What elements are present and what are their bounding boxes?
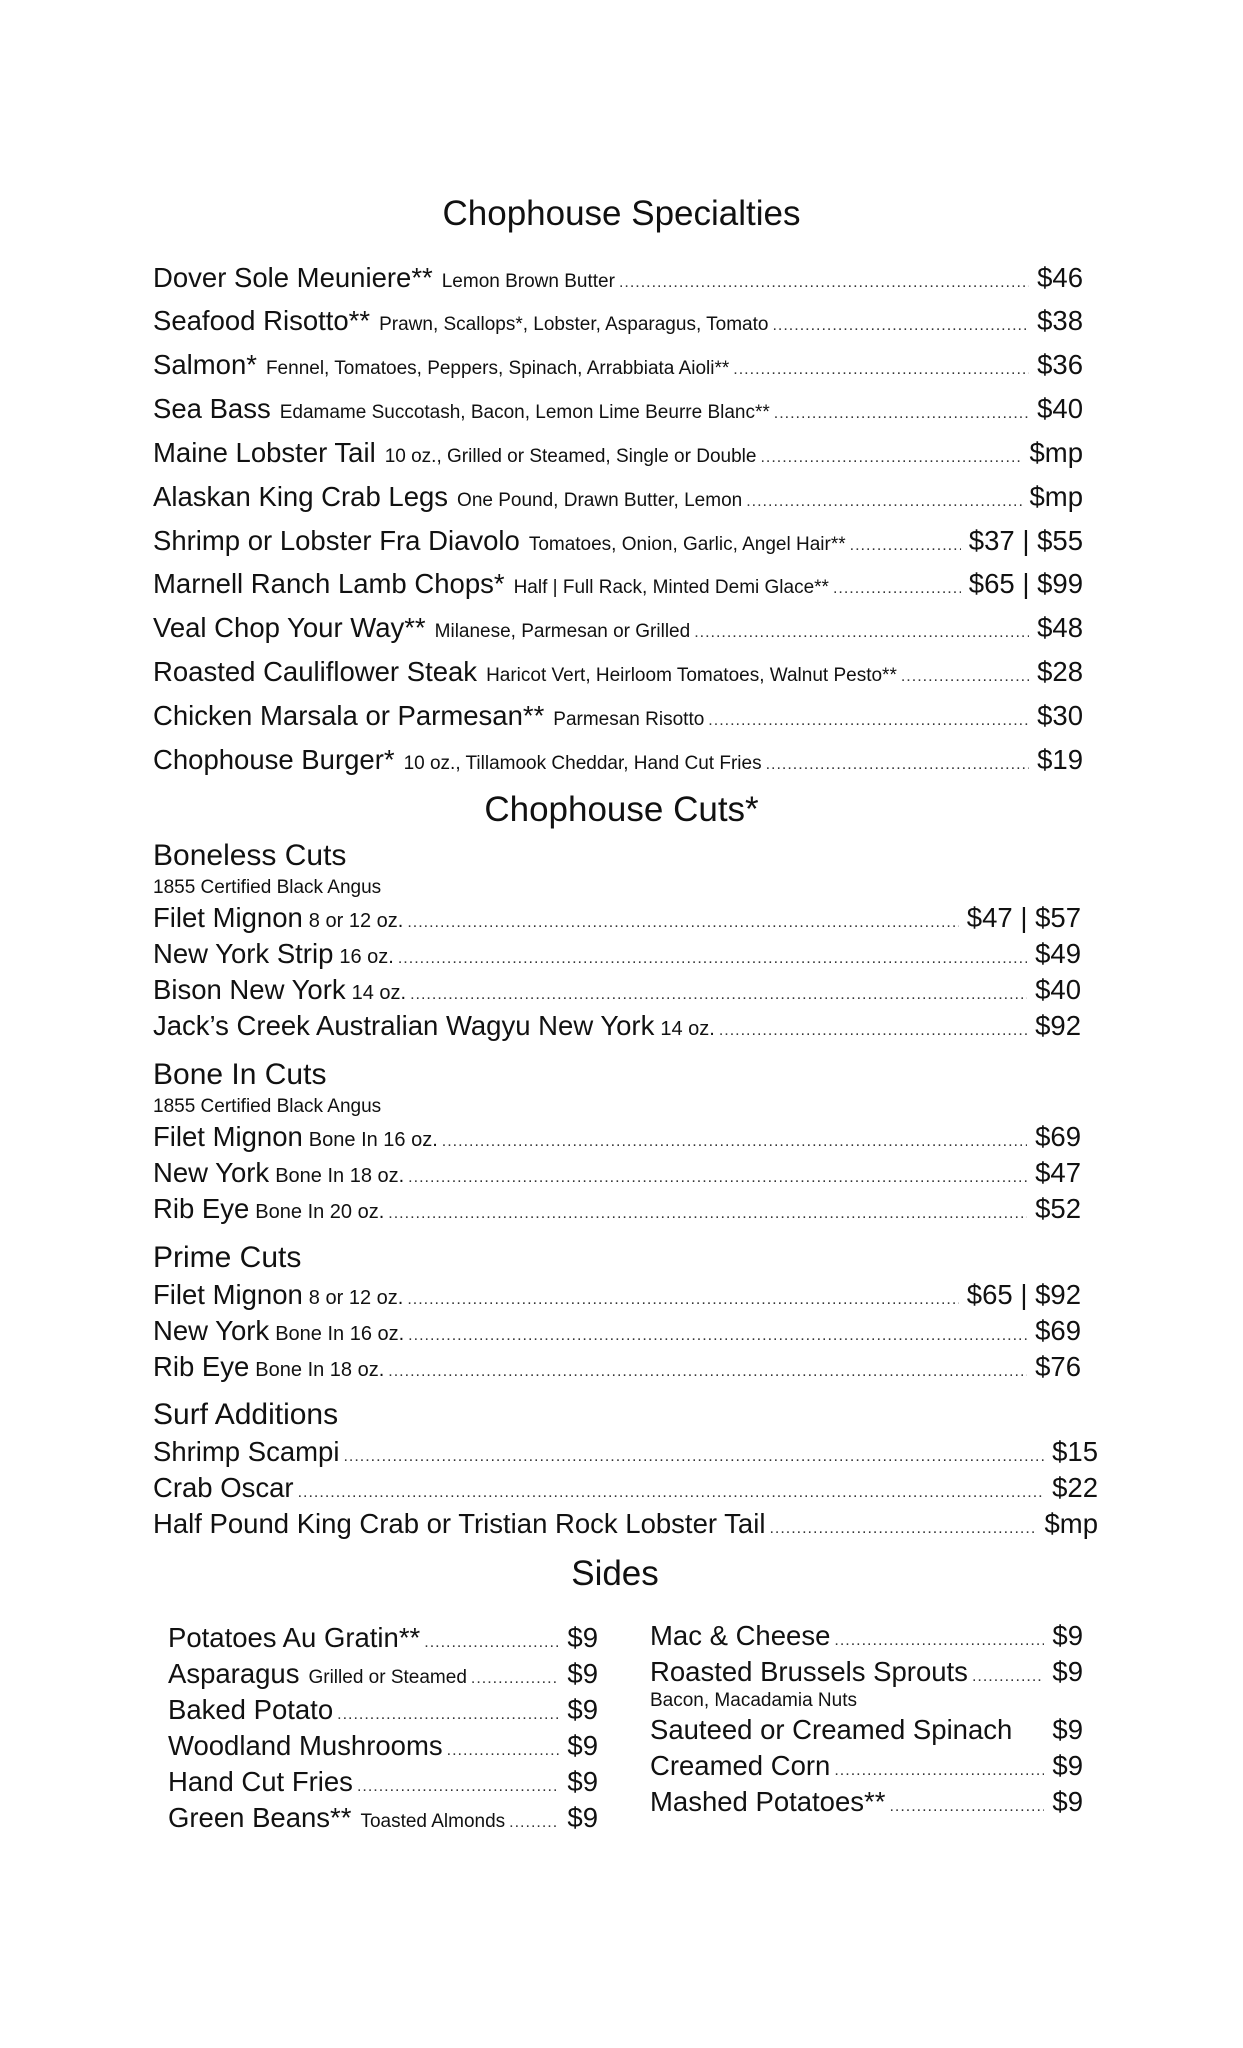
item-size: 16 oz. bbox=[339, 946, 394, 968]
leader-dots bbox=[343, 1448, 1044, 1466]
item-name: Crab Oscar bbox=[153, 1472, 294, 1503]
item-price: $9 bbox=[1052, 1786, 1083, 1817]
item-price: $9 bbox=[1052, 1714, 1083, 1745]
item-name: Roasted Cauliflower Steak bbox=[153, 656, 478, 687]
item-price: $65 | $99 bbox=[968, 568, 1083, 599]
leader-dots bbox=[442, 1133, 1027, 1151]
leader-dots bbox=[388, 1363, 1027, 1381]
specialty-item bbox=[153, 393, 1083, 425]
surf-item bbox=[153, 1508, 1098, 1540]
leader-dots bbox=[972, 1668, 1044, 1686]
item-price: $mp bbox=[1029, 481, 1083, 512]
side-item bbox=[168, 1730, 598, 1762]
item-name: Half Pound King Crab or Tristian Rock Lobster Tail bbox=[153, 1508, 766, 1539]
item-name: Woodland Mushrooms bbox=[168, 1730, 443, 1761]
leader-dots bbox=[407, 914, 958, 932]
leader-dots bbox=[746, 493, 1021, 511]
leader-dots bbox=[410, 986, 1027, 1004]
item-price: $47 | $57 bbox=[966, 902, 1081, 933]
item-name: Rib Eye bbox=[153, 1193, 250, 1224]
cut-item bbox=[153, 1351, 1081, 1383]
item-price: $9 bbox=[567, 1802, 598, 1833]
item-price: $22 bbox=[1052, 1472, 1098, 1503]
leader-dots bbox=[357, 1778, 559, 1796]
item-price: $49 bbox=[1035, 938, 1081, 969]
item-price: $9 bbox=[567, 1766, 598, 1797]
item-name: New York Strip bbox=[153, 938, 334, 969]
item-price: $69 bbox=[1035, 1315, 1081, 1346]
leader-dots bbox=[298, 1484, 1045, 1502]
leader-dots bbox=[471, 1670, 560, 1688]
specialty-item bbox=[153, 744, 1083, 776]
item-price: $9 bbox=[567, 1658, 598, 1689]
leader-dots bbox=[833, 580, 961, 598]
item-size: 14 oz. bbox=[660, 1018, 715, 1040]
side-item bbox=[650, 1786, 1083, 1818]
boneless-cuts-heading: Boneless Cuts bbox=[153, 839, 347, 872]
item-description: 10 oz., Grilled or Steamed, Single or Double bbox=[384, 446, 757, 467]
item-size: 14 oz. bbox=[351, 982, 407, 1004]
leader-dots bbox=[850, 537, 961, 555]
leader-dots bbox=[447, 1742, 560, 1760]
item-price: $28 bbox=[1037, 656, 1083, 687]
cut-item bbox=[153, 1157, 1081, 1189]
leader-dots bbox=[760, 449, 1021, 467]
item-name: Roasted Brussels Sprouts bbox=[650, 1656, 968, 1687]
item-name: Dover Sole Meuniere** bbox=[153, 262, 433, 293]
item-name: Maine Lobster Tail bbox=[153, 437, 376, 468]
leader-dots bbox=[708, 712, 1029, 730]
item-size: Bone In 18 oz. bbox=[275, 1165, 405, 1187]
item-name: Filet Mignon bbox=[153, 1279, 303, 1310]
item-description: Milanese, Parmesan or Grilled bbox=[434, 621, 691, 642]
item-price: $47 bbox=[1035, 1157, 1081, 1188]
surf-item bbox=[153, 1472, 1098, 1504]
leader-dots bbox=[834, 1632, 1044, 1650]
bone-in-note: 1855 Certified Black Angus bbox=[153, 1096, 382, 1117]
item-name: Jack’s Creek Australian Wagyu New York bbox=[153, 1010, 655, 1041]
boneless-note: 1855 Certified Black Angus bbox=[153, 877, 382, 898]
item-price: $52 bbox=[1035, 1193, 1081, 1224]
item-description: Grilled or Steamed bbox=[308, 1667, 467, 1688]
leader-dots bbox=[733, 361, 1029, 379]
item-description: Tomatoes, Onion, Garlic, Angel Hair** bbox=[528, 534, 846, 555]
cut-item bbox=[153, 938, 1081, 970]
cut-item bbox=[153, 1315, 1081, 1347]
item-name: Rib Eye bbox=[153, 1351, 250, 1382]
item-price: $9 bbox=[567, 1730, 598, 1761]
cut-item bbox=[153, 902, 1081, 934]
item-price: $19 bbox=[1037, 744, 1083, 775]
specialty-item bbox=[153, 305, 1083, 337]
leader-dots bbox=[407, 1291, 958, 1309]
item-price: $76 bbox=[1035, 1351, 1081, 1382]
item-name: Sauteed or Creamed Spinach bbox=[650, 1714, 1013, 1745]
item-name: Mac & Cheese bbox=[650, 1620, 831, 1651]
side-item bbox=[650, 1714, 1083, 1746]
item-size: Bone In 20 oz. bbox=[255, 1201, 385, 1223]
item-name: Salmon* bbox=[153, 349, 257, 380]
side-item bbox=[168, 1766, 598, 1798]
item-price: $9 bbox=[567, 1694, 598, 1725]
item-description: Prawn, Scallops*, Lobster, Asparagus, Tomato bbox=[379, 314, 769, 335]
item-price: $9 bbox=[1052, 1656, 1083, 1687]
item-description: Haricot Vert, Heirloom Tomatoes, Walnut Pesto** bbox=[486, 665, 897, 686]
item-name: Mashed Potatoes** bbox=[650, 1786, 886, 1817]
item-name: Hand Cut Fries bbox=[168, 1766, 353, 1797]
specialty-item bbox=[153, 612, 1083, 644]
leader-dots bbox=[398, 950, 1027, 968]
item-name: Marnell Ranch Lamb Chops* bbox=[153, 568, 505, 599]
sides-title: Sides bbox=[571, 1554, 659, 1593]
leader-dots bbox=[889, 1798, 1044, 1816]
item-description: Half | Full Rack, Minted Demi Glace** bbox=[513, 577, 829, 598]
cut-item bbox=[153, 1121, 1081, 1153]
item-name: New York bbox=[153, 1157, 270, 1188]
item-name: Shrimp Scampi bbox=[153, 1436, 340, 1467]
leader-dots bbox=[766, 756, 1030, 774]
item-name: Veal Chop Your Way** bbox=[153, 612, 426, 643]
leader-dots bbox=[337, 1706, 559, 1724]
item-price: $38 bbox=[1037, 305, 1083, 336]
surf-item bbox=[153, 1436, 1098, 1468]
item-name: Filet Mignon bbox=[153, 1121, 303, 1152]
item-description: One Pound, Drawn Butter, Lemon bbox=[457, 490, 743, 511]
leader-dots bbox=[772, 317, 1029, 335]
side-item bbox=[650, 1750, 1083, 1782]
side-item bbox=[168, 1694, 598, 1726]
item-size: Bone In 18 oz. bbox=[255, 1359, 385, 1381]
item-name: Bison New York bbox=[153, 974, 346, 1005]
side-item bbox=[650, 1656, 1083, 1688]
item-size: 8 or 12 oz. bbox=[308, 1287, 404, 1309]
item-price: $40 bbox=[1035, 974, 1081, 1005]
side-item bbox=[168, 1622, 598, 1654]
leader-dots bbox=[834, 1762, 1044, 1780]
specialty-item bbox=[153, 262, 1083, 294]
specialties-title: Chophouse Specialties bbox=[442, 194, 801, 233]
cut-item bbox=[153, 1193, 1081, 1225]
leader-dots bbox=[509, 1814, 559, 1832]
item-price: $30 bbox=[1037, 700, 1083, 731]
item-price: $9 bbox=[567, 1622, 598, 1653]
item-name: Green Beans** bbox=[168, 1802, 352, 1833]
item-name: Creamed Corn bbox=[650, 1750, 831, 1781]
specialty-item bbox=[153, 349, 1083, 381]
leader-dots bbox=[769, 1520, 1036, 1538]
item-description: Lemon Brown Butter bbox=[441, 271, 615, 292]
leader-dots bbox=[901, 668, 1029, 686]
leader-dots bbox=[408, 1327, 1027, 1345]
item-price: $69 bbox=[1035, 1121, 1081, 1152]
item-name: Seafood Risotto** bbox=[153, 305, 371, 336]
side-item bbox=[168, 1802, 598, 1834]
item-name: Baked Potato bbox=[168, 1694, 334, 1725]
item-price: $65 | $92 bbox=[966, 1279, 1081, 1310]
item-description: 10 oz., Tillamook Cheddar, Hand Cut Fries bbox=[403, 753, 762, 774]
item-name: Alaskan King Crab Legs bbox=[153, 481, 449, 512]
brussels-sprouts-note: Bacon, Macadamia Nuts bbox=[650, 1690, 857, 1711]
item-description: Edamame Succotash, Bacon, Lemon Lime Beurre Blanc** bbox=[279, 402, 770, 423]
item-price: $9 bbox=[1052, 1620, 1083, 1651]
item-price: $36 bbox=[1037, 349, 1083, 380]
item-price: $9 bbox=[1052, 1750, 1083, 1781]
side-item bbox=[168, 1658, 598, 1690]
item-size: 8 or 12 oz. bbox=[308, 910, 404, 932]
prime-cuts-heading: Prime Cuts bbox=[153, 1241, 302, 1274]
cut-item bbox=[153, 1010, 1081, 1042]
item-name: Potatoes Au Gratin** bbox=[168, 1622, 421, 1653]
leader-dots bbox=[424, 1634, 559, 1652]
item-description: Toasted Almonds bbox=[360, 1811, 506, 1832]
item-name: Asparagus bbox=[168, 1658, 300, 1689]
leader-dots bbox=[408, 1169, 1027, 1187]
item-price: $40 bbox=[1037, 393, 1083, 424]
cut-item bbox=[153, 1279, 1081, 1311]
item-name: New York bbox=[153, 1315, 270, 1346]
item-name: Shrimp or Lobster Fra Diavolo bbox=[153, 525, 520, 556]
item-price: $92 bbox=[1035, 1010, 1081, 1041]
cuts-title: Chophouse Cuts* bbox=[484, 790, 759, 829]
item-name: Sea Bass bbox=[153, 393, 271, 424]
bone-in-cuts-heading: Bone In Cuts bbox=[153, 1058, 327, 1091]
specialty-item bbox=[153, 525, 1083, 557]
leader-dots bbox=[388, 1205, 1027, 1223]
specialty-item bbox=[153, 656, 1083, 688]
item-price: $15 bbox=[1052, 1436, 1098, 1467]
specialty-item bbox=[153, 700, 1083, 732]
item-size: Bone In 16 oz. bbox=[308, 1129, 438, 1151]
side-item bbox=[650, 1620, 1083, 1652]
item-price: $48 bbox=[1037, 612, 1083, 643]
specialty-item bbox=[153, 568, 1083, 600]
item-name: Chicken Marsala or Parmesan** bbox=[153, 700, 545, 731]
cut-item bbox=[153, 974, 1081, 1006]
surf-additions-heading: Surf Additions bbox=[153, 1398, 339, 1431]
leader-dots bbox=[694, 624, 1029, 642]
item-price: $mp bbox=[1044, 1508, 1098, 1539]
specialty-item bbox=[153, 481, 1083, 513]
leader-dots bbox=[619, 274, 1029, 292]
item-name: Filet Mignon bbox=[153, 902, 303, 933]
leader-dots bbox=[719, 1022, 1027, 1040]
item-price: $46 bbox=[1037, 262, 1083, 293]
item-description: Parmesan Risotto bbox=[553, 709, 705, 730]
item-description: Fennel, Tomatoes, Peppers, Spinach, Arrabbiata Aioli** bbox=[265, 358, 730, 379]
specialty-item bbox=[153, 437, 1083, 469]
item-size: Bone In 16 oz. bbox=[275, 1323, 405, 1345]
item-price: $37 | $55 bbox=[968, 525, 1083, 556]
item-name: Chophouse Burger* bbox=[153, 744, 395, 775]
item-price: $mp bbox=[1029, 437, 1083, 468]
leader-dots bbox=[774, 405, 1029, 423]
